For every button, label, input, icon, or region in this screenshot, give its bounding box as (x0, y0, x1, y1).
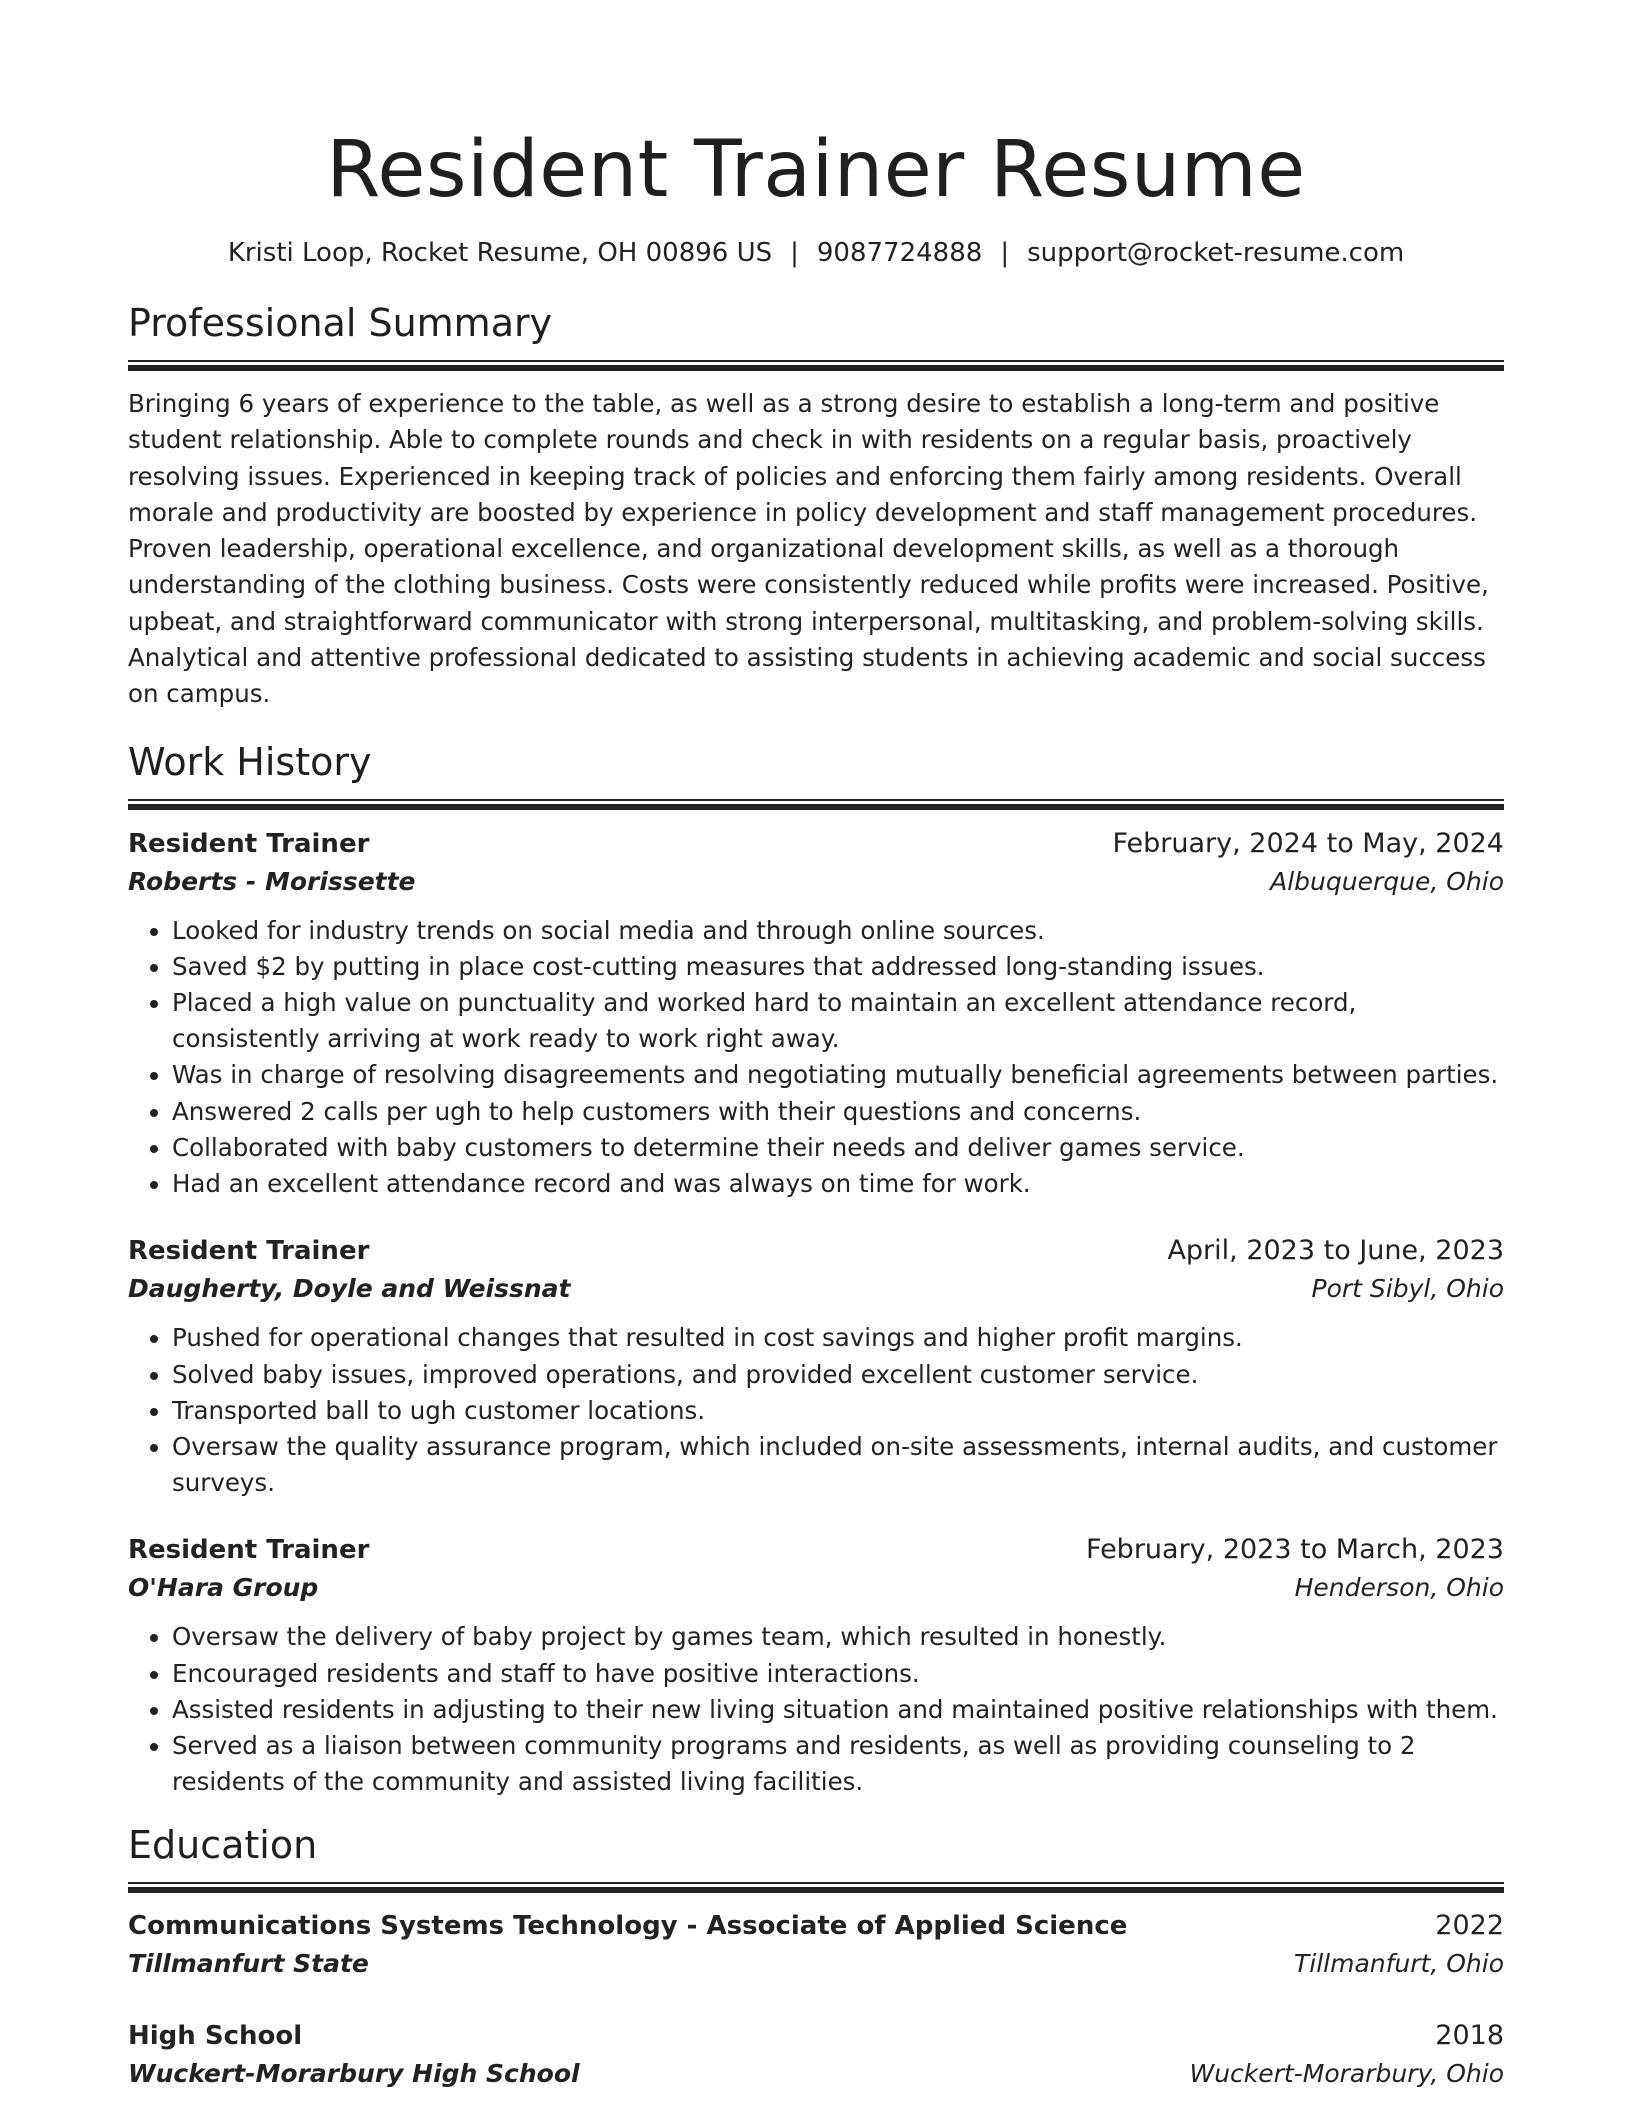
job-title: Resident Trainer (128, 1236, 370, 1267)
resume-title: Resident Trainer Resume (326, 125, 1306, 215)
job-location: Port Sibyl, Ohio (1311, 1274, 1504, 1304)
list-item: • Answered 2 calls per ugh to help customers with their questions and concerns. (172, 1094, 1504, 1130)
education-section (128, 1822, 1504, 2093)
section-heading: Education (128, 1823, 318, 1868)
contact-line (128, 236, 1504, 270)
degree-name: High School (128, 2021, 303, 2052)
list-item: • Solved baby issues, improved operations, and provided excellent customer service. (172, 1357, 1504, 1393)
job-entry (128, 1531, 1504, 1800)
list-item: • Pushed for operational changes that resulted in cost savings and higher profit margins. (172, 1320, 1504, 1356)
list-item: • Encouraged residents and staff to have positive interactions. (172, 1656, 1504, 1692)
list-item: • Was in charge of resolving disagreements and negotiating mutually beneficial agreements between parties. (172, 1057, 1504, 1093)
school-name: Tillmanfurt State (128, 1949, 369, 1979)
job-entry (128, 1232, 1504, 1501)
job-bullets (128, 1320, 1504, 1501)
list-item: • Transported ball to ugh customer locations. (172, 1393, 1504, 1429)
section-divider (128, 360, 1504, 371)
education-entry (128, 2017, 1504, 2093)
list-item: • Oversaw the delivery of baby project by games team, which resulted in honestly. (172, 1619, 1504, 1655)
list-item: • Collaborated with baby customers to determine their needs and deliver games service. (172, 1130, 1504, 1166)
list-item: • Saved $2 by putting in place cost-cutting measures that addressed long-standing issues. (172, 949, 1504, 985)
job-bullets (128, 913, 1504, 1203)
job-bullets (128, 1619, 1504, 1800)
education-entry (128, 1907, 1504, 1983)
work-history-section (128, 739, 1504, 1801)
job-title: Resident Trainer (128, 828, 370, 859)
contact-email: support@rocket-resume.com (1027, 238, 1405, 268)
section-heading: Professional Summary (128, 301, 553, 345)
list-item: • Assisted residents in adjusting to their new living situation and maintained positive relationships with them. (172, 1692, 1504, 1728)
list-item: • Oversaw the quality assurance program, which included on-site assessments, internal audits, and customer surveys. (172, 1429, 1504, 1501)
contact-separator: | (790, 238, 799, 268)
job-dates: February, 2023 to March, 2023 (1086, 1534, 1504, 1566)
school-location: Wuckert-Morarbury, Ohio (1189, 2059, 1504, 2089)
job-dates: April, 2023 to June, 2023 (1167, 1235, 1504, 1267)
list-item: • Had an excellent attendance record and was always on time for work. (172, 1166, 1504, 1202)
school-location: Tillmanfurt, Ohio (1293, 1949, 1504, 1979)
section-divider (128, 799, 1504, 810)
summary-section (128, 300, 1504, 713)
company-name: O'Hara Group (128, 1573, 319, 1603)
degree-name: Communications Systems Technology - Associate of Applied Science (128, 1911, 1128, 1942)
section-divider (128, 1882, 1504, 1893)
contact-phone: 9087724888 (816, 238, 983, 268)
job-dates: February, 2024 to May, 2024 (1112, 827, 1504, 859)
section-heading: Work History (128, 739, 372, 784)
list-item: • Looked for industry trends on social media and through online sources. (172, 913, 1504, 949)
job-entry (128, 825, 1504, 1203)
company-name: Daugherty, Doyle and Weissnat (128, 1274, 571, 1304)
contact-separator: | (1000, 238, 1010, 268)
job-title: Resident Trainer (128, 1535, 370, 1566)
graduation-year: 2022 (1435, 1910, 1504, 1942)
list-item: • Served as a liaison between community programs and residents, as well as providing counseling to 2 residents of the community and assisted living facilities. (172, 1728, 1504, 1800)
job-location: Henderson, Ohio (1294, 1573, 1504, 1603)
contact-address: Kristi Loop, Rocket Resume, OH 00896 US (227, 238, 773, 268)
school-name: Wuckert-Morarbury High School (128, 2059, 580, 2089)
company-name: Roberts - Morissette (128, 866, 416, 896)
list-item: • Placed a high value on punctuality and worked hard to maintain an excellent attendance record, consistently arriving at work ready to work right away. (172, 985, 1504, 1057)
graduation-year: 2018 (1435, 2020, 1504, 2052)
job-location: Albuquerque, Ohio (1270, 866, 1504, 896)
summary-text: Bringing 6 years of experience to the table, as well as a strong desire to establish a long-term and positive student relationship. Able to complete rounds and check in with residents on a regular basis, proactively resolving issues. Experienced in keeping track of policies and enforcing them fairly among residents. Overall morale and productivity are boosted by experience in policy development and staff management procedures. Proven leadership, operational excellence, and organizational development skills, as well as a thorough understanding of the clothing business. Costs were consistently reduced while profits were increased. Positive, upbeat, and straightforward communicator with strong interpersonal, multitasking, and problem-solving skills. Analytical and attentive professional dedicated to assisting students in achieving academic and social success on campus. (128, 389, 1489, 709)
